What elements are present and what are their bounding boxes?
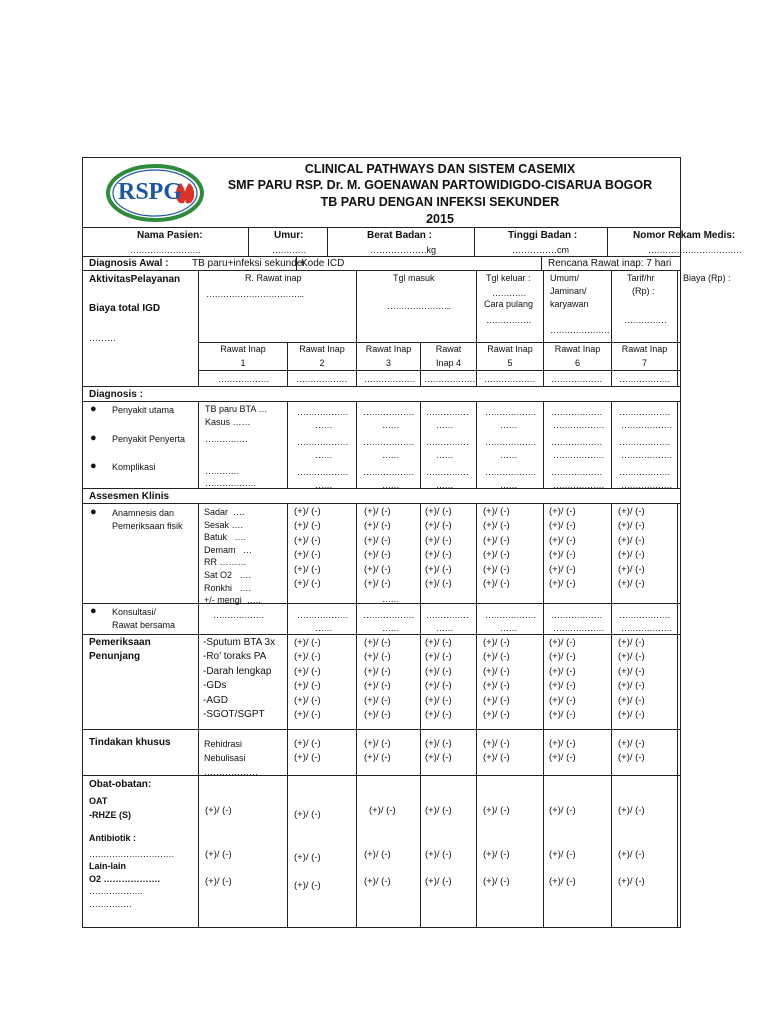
aktivitas-pelayanan-label: AktivitasPelayanan [89,274,181,285]
tindakan-pm-col-3: (+)/ (-) (+)/ (-) [364,738,391,764]
rawat-inap-header-4: Rawat Inap 4 [435,344,462,368]
umur-value: ………… [272,245,306,255]
karyawan-label: karyawan [550,299,589,309]
penunjang-pm-col-6: (+)/ (-) (+)/ (-) (+)/ (-) (+)/ (-) (+)/ (-) (+)/ (-) [549,637,576,721]
komplikasi-value-1: ………… [205,466,239,476]
rawat-inap-header-7: Rawat Inap 7 [621,344,668,368]
title-line-2: SMF PARU RSP. Dr. M. GOENAWAN PARTOWIDIGDO-CISARUA BOGOR [227,178,653,192]
rawat-date-3: ……………… [364,374,415,384]
rekam-medis-value: …………………………… [648,245,742,255]
biaya-rp-label: Biaya (Rp) : [683,273,731,283]
pemeriksaan-fisik-label: Pemeriksaan fisik [112,521,183,531]
rawat-inap-header-6: Rawat Inap 6 [554,344,601,368]
tindakan-pm-col-6: (+)/ (-) (+)/ (-) [549,738,576,764]
rawat-date-1: ……………… [218,374,269,384]
berat-badan-value: ……………….kg [370,245,437,255]
antibiotik-value: ………………………… [89,849,174,859]
nama-pasien-label: Nama Pasien: [137,230,203,241]
penyakit-utama-value-1: TB paru BTA … [205,404,268,414]
antibiotik-label: Antibiotik : [89,833,136,843]
berat-badan-label: Berat Badan : [367,230,433,241]
konsultasi-label: Konsultasi/ [112,607,157,617]
cara-pulang-label: Cara pulang [484,299,534,309]
tindakan-pm-col-7: (+)/ (-) (+)/ (-) [618,738,645,764]
tindakan-items: Rehidrasi Nebulisasi ……………… [204,739,258,777]
penyakit-penyerta-label: Penyakit Penyerta [112,434,186,444]
komplikasi-value-2: ……………… [205,478,256,488]
penunjang-pm-col-7: (+)/ (-) (+)/ (-) (+)/ (-) (+)/ (-) (+)/ (-) (+)/ (-) [618,637,645,721]
assesmen-dots: …… [382,594,399,604]
biaya-igd-value: ……… [89,333,116,343]
bullet-icon: ● [90,605,97,617]
biaya-igd-label: Biaya total IGD [89,303,161,314]
title-line-1: CLINICAL PATHWAYS DAN SISTEM CASEMIX [304,162,576,176]
penyakit-penyerta-value: …………… [205,434,248,444]
komplikasi-label: Komplikasi [112,462,156,472]
tarif-label: Tarif/hr [627,273,655,283]
bullet-icon: ● [90,432,97,444]
penunjang-pm-col-5: (+)/ (-) (+)/ (-) (+)/ (-) (+)/ (-) (+)/ (-) (+)/ (-) [483,637,510,721]
assesmen-pm-col-7: (+)/ (-) (+)/ (-) (+)/ (-) (+)/ (-) (+)/ (-) (+)/ (-) [618,506,645,590]
penunjang-pm-col-2: (+)/ (-) (+)/ (-) (+)/ (-) (+)/ (-) (+)/ (-) (+)/ (-) [294,637,321,721]
penunjang-label: Penunjang [89,651,141,662]
rawat-inap-header-2: Rawat Inap 2 [299,344,345,368]
bullet-icon: ● [90,506,97,518]
umur-label: Umur: [274,230,304,241]
lain-lain-label: Lain-lain [89,861,127,871]
obat-obatan-heading: Obat-obatan: [89,779,152,790]
obat-dots-1: ………………. [89,886,143,896]
tindakan-khusus-label: Tindakan khusus [89,737,171,748]
rawat-inap-header-5: Rawat Inap 5 [487,344,533,368]
r-rawat-inap-label: R. Rawat inap [245,273,302,283]
r-rawat-inap-value: …………………………….. [206,289,304,299]
rawat-date-7: ……………… [619,374,670,384]
tgl-keluar-label: Tgl keluar : [486,273,531,283]
tgl-masuk-label: Tgl masuk [393,273,435,283]
tinggi-badan-value: ……………cm [512,245,569,255]
tgl-keluar-value: ………… [492,288,526,298]
penunjang-items: -Sputum BTA 3x -Ro’ toraks PA -Darah lengkap -GDs -AGD -SGOT/SGPT [203,637,276,721]
nama-pasien-value: ……………………. [130,245,201,255]
tarif-rp-label: (Rp) : [632,286,655,296]
title-line-3: TB PARU DENGAN INFEKSI SEKUNDER [320,195,560,209]
hospital-logo [105,163,205,223]
penyakit-utama-value-2: Kasus …… [205,417,251,427]
assesmen-pm-col-4: (+)/ (-) (+)/ (-) (+)/ (-) (+)/ (-) (+)/ (-) (+)/ (-) [425,506,452,590]
o2-label: O2 ………………. [89,874,161,884]
bullet-icon: ● [90,403,97,415]
kode-icd-label: Kode ICD [301,258,345,269]
assesmen-pm-col-6: (+)/ (-) (+)/ (-) (+)/ (-) (+)/ (-) (+)/ (-) (+)/ (-) [549,506,576,590]
rawat-inap-header-1: Rawat Inap 1 [220,344,266,368]
bullet-icon: ● [90,460,97,472]
rhze-label: -RHZE (S) [89,810,131,820]
title-year: 2015 [426,212,454,226]
assesmen-pm-col-5: (+)/ (-) (+)/ (-) (+)/ (-) (+)/ (-) (+)/ (-) (+)/ (-) [483,506,510,590]
jaminan-label: Jaminan/ [550,286,587,296]
umum-label: Umum/ [550,273,579,283]
diagnosis-awal-value: TB paru+infeksi sekunder [192,258,306,269]
tindakan-pm-col-4: (+)/ (-) (+)/ (-) [425,738,452,764]
rawat-date-5: ……………… [484,374,535,384]
rawat-date-2: ……………… [296,374,347,384]
rawat-bersama-label: Rawat bersama [112,620,176,630]
obat-dots-2: …………… [89,899,132,909]
penunjang-pm-col-3: (+)/ (-) (+)/ (-) (+)/ (-) (+)/ (-) (+)/ (-) (+)/ (-) [364,637,391,721]
rawat-date-6: ……………… [551,374,602,384]
tgl-masuk-value: ………………….. [387,301,451,311]
tindakan-pm-col-5: (+)/ (-) (+)/ (-) [483,738,510,764]
penyakit-utama-label: Penyakit utama [112,405,175,415]
pemeriksaan-label: Pemeriksaan [89,637,151,648]
assesmen-klinis-heading: Assesmen Klinis [89,491,170,502]
tinggi-badan-label: Tinggi Badan : [508,230,578,241]
anamnesis-label: Anamnesis dan [112,508,175,518]
tarif-value: …………… [624,315,667,325]
oat-label: OAT [89,796,108,806]
umum-value: ………………… [550,325,610,335]
cara-pulang-value: ……………. [486,315,531,325]
diagnosis-awal-label: Diagnosis Awal : [89,258,169,269]
assesmen-pm-col-2: (+)/ (-) (+)/ (-) (+)/ (-) (+)/ (-) (+)/ (-) (+)/ (-) [294,506,321,590]
rekam-medis-label: Nomor Rekam Medis: [633,230,736,241]
rencana-rawat-label: Rencana Rawat inap: 7 hari [548,258,672,269]
diagnosis-heading: Diagnosis : [89,389,143,400]
assesmen-pm-col-3: (+)/ (-) (+)/ (-) (+)/ (-) (+)/ (-) (+)/ (-) (+)/ (-) [364,506,391,590]
penunjang-pm-col-4: (+)/ (-) (+)/ (-) (+)/ (-) (+)/ (-) (+)/ (-) (+)/ (-) [425,637,452,721]
rawat-inap-header-3: Rawat Inap 3 [365,344,412,368]
logo-text: RSPG [118,179,183,205]
assesmen-items: Sadar …. Sesak …. Batuk …. Demam … RR ……… Sat O2 …. Ronkhi …. +/- mengi ….. [204,507,261,606]
rawat-date-4: ……………… [424,374,475,384]
tindakan-pm-col-2: (+)/ (-) (+)/ (-) [294,738,321,764]
